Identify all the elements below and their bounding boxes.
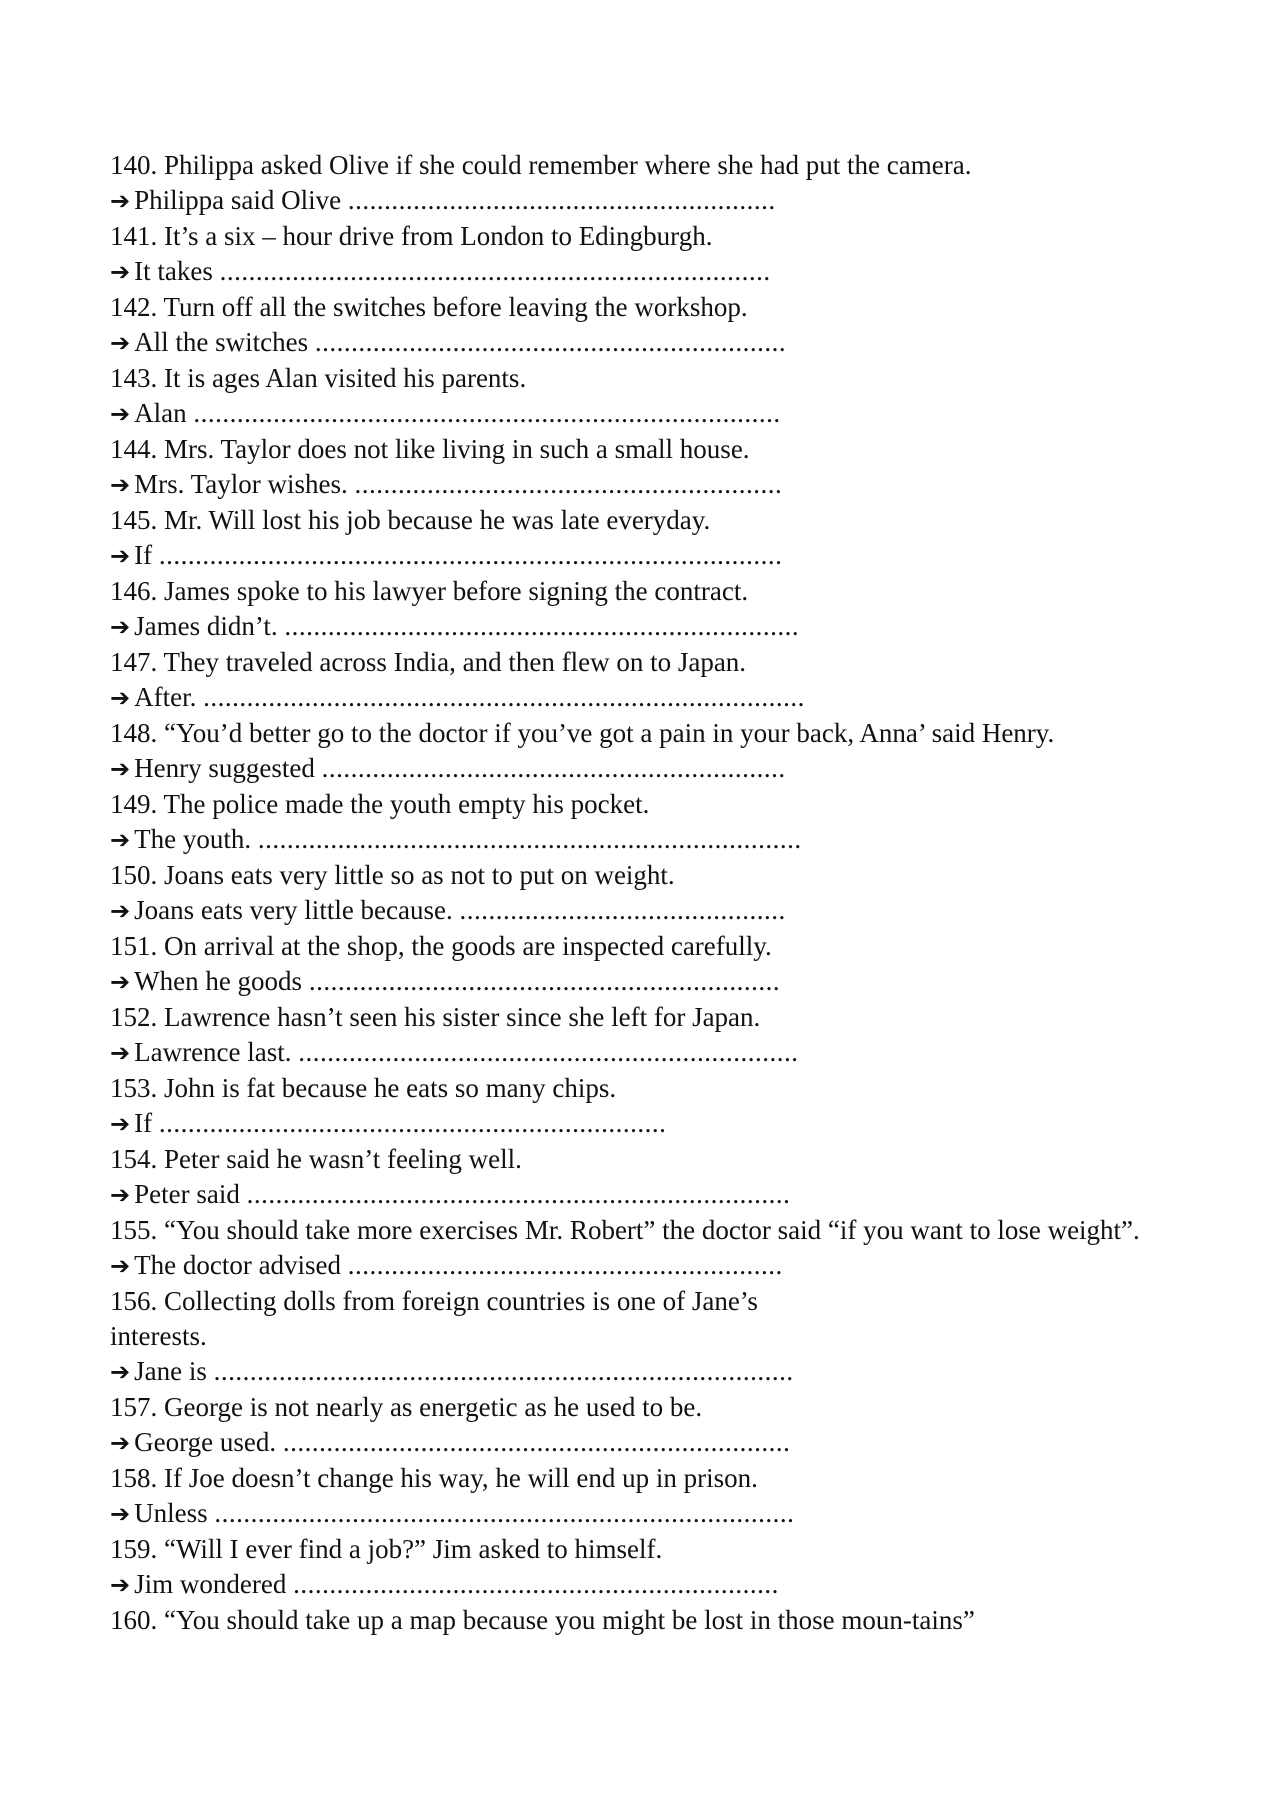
answer-line-147 <box>110 680 1190 716</box>
answer-blank: ................................................................................. <box>193 398 781 428</box>
answer-prompt: Peter said <box>134 1179 240 1209</box>
arrow-icon: ➔ <box>110 968 131 996</box>
answer-prompt: Henry suggested <box>134 753 315 783</box>
arrow-icon: ➔ <box>110 1500 131 1528</box>
answer-blank: ........................................................................... <box>246 1179 791 1209</box>
answer-prompt: Lawrence last. <box>134 1037 292 1067</box>
arrow-icon: ➔ <box>110 684 131 712</box>
question-154: 154. Peter said he wasn’t feeling well. <box>110 1144 522 1174</box>
answer-blank: ...................................................................... <box>282 1427 791 1457</box>
answer-line-141 <box>110 254 1190 290</box>
answer-blank: ............................................. <box>459 895 786 925</box>
answer-line-145 <box>110 538 1190 574</box>
answer-line-150 <box>110 893 1190 929</box>
question-147: 147. They traveled across India, and then flew on to Japan. <box>110 647 747 677</box>
arrow-icon: ➔ <box>110 258 131 286</box>
answer-prompt: All the switches <box>134 327 309 357</box>
question-144: 144. Mrs. Taylor does not like living in such a small house. <box>110 434 750 464</box>
answer-prompt: Mrs. Taylor wishes. <box>134 469 348 499</box>
answer-blank: ..................................................................... <box>298 1037 799 1067</box>
answer-prompt: After. <box>134 682 197 712</box>
arrow-icon: ➔ <box>110 1110 131 1138</box>
answer-blank: ...................................................................... <box>158 1108 667 1138</box>
arrow-icon: ➔ <box>110 1039 131 1067</box>
arrow-icon: ➔ <box>110 755 131 783</box>
question-143: 143. It is ages Alan visited his parents. <box>110 363 527 393</box>
arrow-icon: ➔ <box>110 1429 131 1457</box>
arrow-icon: ➔ <box>110 826 131 854</box>
answer-line-151 <box>110 964 1190 1000</box>
answer-blank: ........................................................... <box>347 185 776 215</box>
question-142: 142. Turn off all the switches before leaving the workshop. <box>110 292 748 322</box>
arrow-icon: ➔ <box>110 187 131 215</box>
arrow-icon: ➔ <box>110 1181 131 1209</box>
arrow-icon: ➔ <box>110 329 131 357</box>
answer-prompt: The doctor advised <box>134 1250 342 1280</box>
arrow-icon: ➔ <box>110 1571 131 1599</box>
answer-blank: ............................................................ <box>347 1250 783 1280</box>
question-155: 155. “You should take more exercises Mr. Robert” the doctor said “if you want to lose weight”. <box>110 1215 1140 1245</box>
answer-prompt: When he goods <box>134 966 303 996</box>
answer-line-155 <box>110 1248 1190 1284</box>
answer-blank: ...................................................................................... <box>158 540 783 570</box>
arrow-icon: ➔ <box>110 542 131 570</box>
arrow-icon: ➔ <box>110 897 131 925</box>
question-146: 146. James spoke to his lawyer before signing the contract. <box>110 576 749 606</box>
answer-line-140 <box>110 183 1190 219</box>
answer-blank: ............................................................................ <box>219 256 771 286</box>
question-156: 156. Collecting dolls from foreign countries is one of Jane’s interests. <box>110 1286 758 1351</box>
answer-blank: ....................................................................... <box>284 611 800 641</box>
answer-prompt: Jim wondered <box>134 1569 287 1599</box>
answer-line-157 <box>110 1425 1190 1461</box>
answer-line-143 <box>110 396 1190 432</box>
answer-blank: ................................................................. <box>308 966 781 996</box>
answer-prompt: George used. <box>134 1427 277 1457</box>
answer-line-156 <box>110 1354 1190 1390</box>
answer-prompt: Joans eats very little because. <box>134 895 453 925</box>
answer-line-146 <box>110 609 1190 645</box>
answer-prompt: James didn’t. <box>134 611 278 641</box>
exercise-page <box>110 148 1190 1638</box>
question-153: 153. John is fat because he eats so many chips. <box>110 1073 617 1103</box>
answer-prompt: Unless <box>134 1498 208 1528</box>
question-141: 141. It’s a six – hour drive from London to Edingburgh. <box>110 221 713 251</box>
question-160: 160. “You should take up a map because you might be lost in those moun-tains” <box>110 1605 975 1635</box>
arrow-icon: ➔ <box>110 1252 131 1280</box>
question-157: 157. George is not nearly as energetic as he used to be. <box>110 1392 703 1422</box>
arrow-icon: ➔ <box>110 1358 131 1386</box>
answer-prompt: Philippa said Olive <box>134 185 342 215</box>
arrow-icon: ➔ <box>110 613 131 641</box>
answer-prompt: The youth. <box>134 824 252 854</box>
arrow-icon: ➔ <box>110 400 131 428</box>
question-151: 151. On arrival at the shop, the goods are inspected carefully. <box>110 931 772 961</box>
question-145: 145. Mr. Will lost his job because he was late everyday. <box>110 505 711 535</box>
question-149: 149. The police made the youth empty his pocket. <box>110 789 650 819</box>
answer-prompt: Jane is <box>134 1356 207 1386</box>
answer-prompt: If <box>134 1108 153 1138</box>
question-159: 159. “Will I ever find a job?” Jim asked to himself. <box>110 1534 663 1564</box>
answer-line-149 <box>110 822 1190 858</box>
answer-line-154 <box>110 1177 1190 1213</box>
answer-line-159 <box>110 1567 1190 1603</box>
answer-line-142 <box>110 325 1190 361</box>
answer-line-144 <box>110 467 1190 503</box>
answer-blank: ................................................................................ <box>213 1356 794 1386</box>
question-148: 148. “You’d better go to the doctor if you’ve got a pain in your back, Anna’ said Henry. <box>110 718 1055 748</box>
answer-blank: ................................................................. <box>314 327 787 357</box>
question-150: 150. Joans eats very little so as not to put on weight. <box>110 860 675 890</box>
answer-blank: ........................................................... <box>354 469 783 499</box>
answer-prompt: Alan <box>134 398 187 428</box>
answer-prompt: It takes <box>134 256 213 286</box>
question-152: 152. Lawrence hasn’t seen his sister since she left for Japan. <box>110 1002 761 1032</box>
answer-blank: ........................................................................... <box>257 824 802 854</box>
answer-prompt: If <box>134 540 153 570</box>
answer-line-148 <box>110 751 1190 787</box>
answer-line-158 <box>110 1496 1190 1532</box>
answer-blank: ................................................................ <box>321 753 786 783</box>
answer-blank: ................................................................................... <box>203 682 805 712</box>
question-140: 140. Philippa asked Olive if she could remember where she had put the camera. <box>110 150 972 180</box>
answer-blank: ................................................................... <box>293 1569 779 1599</box>
question-158: 158. If Joe doesn’t change his way, he will end up in prison. <box>110 1463 758 1493</box>
answer-blank: ................................................................................ <box>214 1498 795 1528</box>
answer-line-153 <box>110 1106 1190 1142</box>
answer-line-152 <box>110 1035 1190 1071</box>
arrow-icon: ➔ <box>110 471 131 499</box>
